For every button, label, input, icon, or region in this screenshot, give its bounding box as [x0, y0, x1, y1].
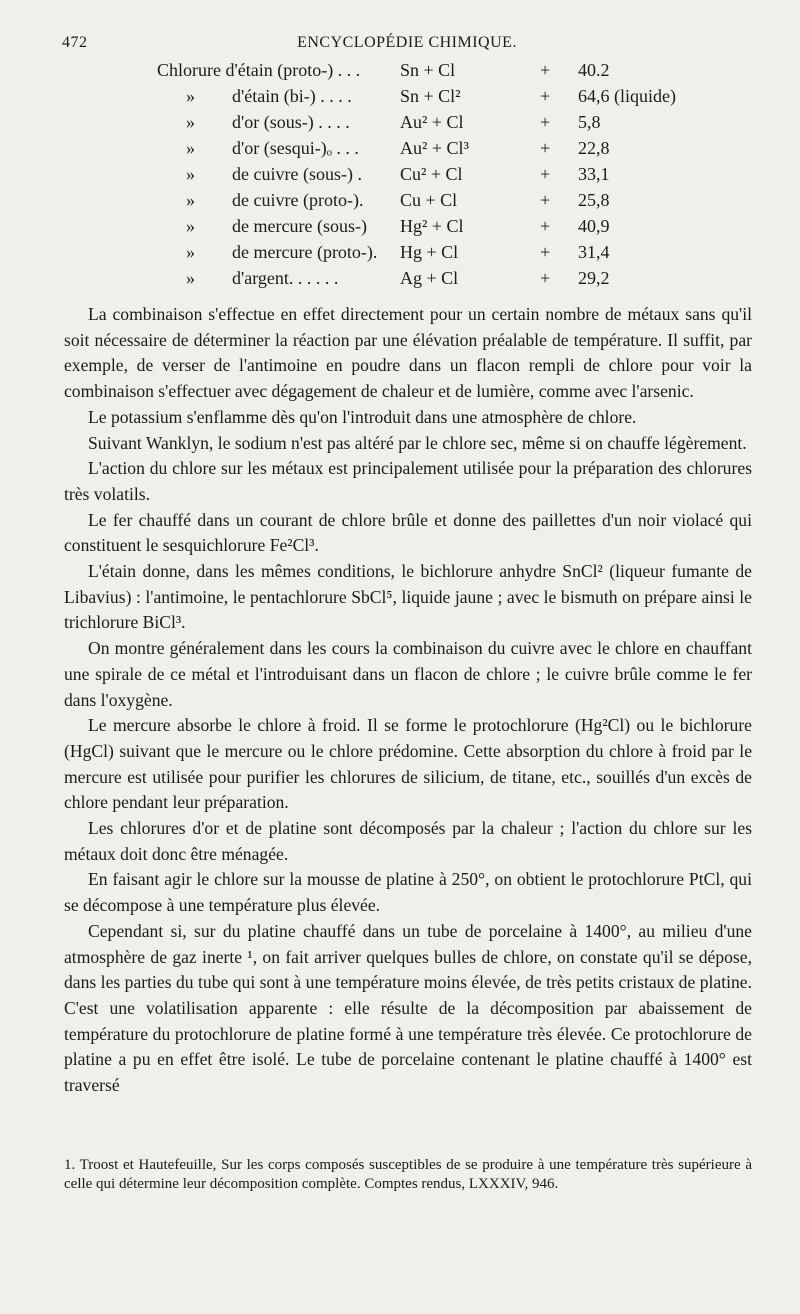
sign: +: [540, 268, 551, 288]
ditto-mark: »: [186, 164, 195, 184]
page-header: [62, 34, 752, 56]
paragraph: Le fer chauffé dans un courant de chlore brûle et donne des paillettes d'un noir violacé qui constituent le sesquichlorure Fe²Cl³.: [64, 509, 752, 556]
table-row: [0, 138, 800, 164]
paragraph: Cependant si, sur du platine chauffé dans un tube de porcelaine à 1400°, au milieu d'une atmosphère de gaz inerte ¹, on fait arriver quelques bulles de chlore, on constate qu'il se dépose, dans les parties du tube qui sont à une température moins élevée, de très petits cristaux de platine. C'est une volatilisation apparente : elle résulte de la décomposition par abaissement de température du protochlorure de platine formé à une température très élevée. Ce protochlorure de platine a pu en effet être isolé. Le tube de porcelaine contenant le platine chauffé à 1400° est traversé: [64, 920, 752, 1096]
heat-value: 40,9: [578, 216, 610, 236]
formula: Cu + Cl: [400, 190, 458, 210]
paragraph: Suivant Wanklyn, le sodium n'est pas altéré par le chlore sec, même si on chauffe légèrement.: [88, 432, 747, 453]
heat-value: 33,1: [578, 164, 610, 184]
heat-value: 22,8: [578, 138, 610, 158]
ditto-mark: »: [186, 268, 195, 288]
heat-value: 25,8: [578, 190, 610, 210]
sign: +: [540, 112, 551, 132]
sign: +: [540, 60, 551, 80]
table-row: [0, 216, 800, 242]
compound-name: d'or (sesqui-)ₒ . . .: [232, 138, 359, 158]
formula: Sn + Cl²: [400, 86, 461, 106]
ditto-mark: »: [186, 190, 195, 210]
paragraph: Le mercure absorbe le chlore à froid. Il se forme le protochlorure (Hg²Cl) ou le bichlorure (HgCl) suivant que le mercure ou le chlore prédomine. Cette absorption du chlore à froid par le mercure est utilisée pour purifier les chlorures de silicium, de titane, etc., souillés d'un excès de chlore pendant leur préparation.: [64, 715, 752, 813]
sign: +: [540, 86, 551, 106]
sign: +: [540, 216, 551, 236]
body-text: [64, 302, 752, 1099]
formula: Au² + Cl³: [400, 138, 469, 158]
ditto-mark: »: [186, 112, 195, 132]
ditto-mark: »: [186, 138, 195, 158]
heat-value: 31,4: [578, 242, 610, 262]
page-number: 472: [62, 34, 88, 51]
paragraph: La combinaison s'effectue en effet directement pour un certain nombre de métaux sans qu'il soit nécessaire de déterminer la réaction par une élévation préalable de température. Il suffit, par exemple, de verser de l'antimoine en poudre dans un flacon rempli de chlore pour voir la combinaison s'effectuer avec dégagement de chaleur et de lumière, comme avec l'arsenic.: [64, 304, 752, 402]
formula: Cu² + Cl: [400, 164, 463, 184]
compound-name: de cuivre (sous-) .: [232, 164, 362, 184]
sign: +: [540, 190, 551, 210]
compound-name: de mercure (proto-).: [232, 242, 378, 262]
formula: Hg + Cl: [400, 242, 459, 262]
table-row: [0, 268, 800, 294]
heat-of-formation-table: [0, 60, 800, 294]
compound-name: d'argent. . . . . .: [232, 268, 339, 288]
table-row: [0, 190, 800, 216]
paragraph: On montre généralement dans les cours la combinaison du cuivre avec le chlore en chauffant une spirale de ce métal et l'introduisant dans un flacon de chlore ; le cuivre brûle comme le fer dans l'oxygène.: [64, 638, 752, 710]
table-row: [0, 60, 800, 86]
paragraph: Les chlorures d'or et de platine sont décomposés par la chaleur ; l'action du chlore sur les métaux doit donc être ménagée.: [64, 818, 752, 864]
paragraph: L'étain donne, dans les mêmes conditions, le bichlorure anhydre SnCl² (liqueur fumante de Libavius) : l'antimoine, le pentachlorure SbCl⁵, liquide jaune ; avec le bismuth on prépare ainsi le trichlorure BiCl³.: [64, 561, 752, 633]
ditto-mark: »: [186, 86, 195, 106]
formula: Au² + Cl: [400, 112, 464, 132]
formula: Sn + Cl: [400, 60, 456, 80]
compound-name: d'étain (bi-) . . . .: [232, 86, 352, 106]
heat-value: 64,6 (liquide): [578, 86, 676, 106]
sign: +: [540, 242, 551, 262]
compound-name: d'or (sous-) . . . .: [232, 112, 350, 132]
heat-value: 5,8: [578, 112, 601, 132]
sign: +: [540, 164, 551, 184]
paragraph: En faisant agir le chlore sur la mousse de platine à 250°, on obtient le protochlorure PtCl, qui se décompose à une température plus élevée.: [64, 869, 752, 916]
ditto-mark: »: [186, 242, 195, 262]
formula: Ag + Cl: [400, 268, 459, 288]
heat-value: 40.2: [578, 60, 610, 80]
table-row: [0, 164, 800, 190]
compound-name: de mercure (sous-): [232, 216, 367, 236]
formula: Hg² + Cl: [400, 216, 464, 236]
compound-name: Chlorure d'étain (proto-) . . .: [157, 60, 361, 80]
table-row: [0, 242, 800, 268]
compound-name: de cuivre (proto-).: [232, 190, 364, 210]
sign: +: [540, 138, 551, 158]
heat-value: 29,2: [578, 268, 610, 288]
table-row: [0, 112, 800, 138]
paragraph: Le potassium s'enflamme dès qu'on l'introduit dans une atmosphère de chlore.: [88, 406, 637, 427]
running-title: ENCYCLOPÉDIE CHIMIQUE.: [297, 34, 517, 51]
footnote: 1. Troost et Hautefeuille, Sur les corps composés susceptibles de se produire à une température très supérieure à celle qui détermine leur décomposition complète. Comptes rendus, LXXXIV, 946.: [64, 1157, 752, 1192]
paragraph: L'action du chlore sur les métaux est principalement utilisée pour la préparation des chlorures très volatils.: [64, 458, 752, 504]
ditto-mark: »: [186, 216, 195, 236]
table-row: [0, 86, 800, 112]
